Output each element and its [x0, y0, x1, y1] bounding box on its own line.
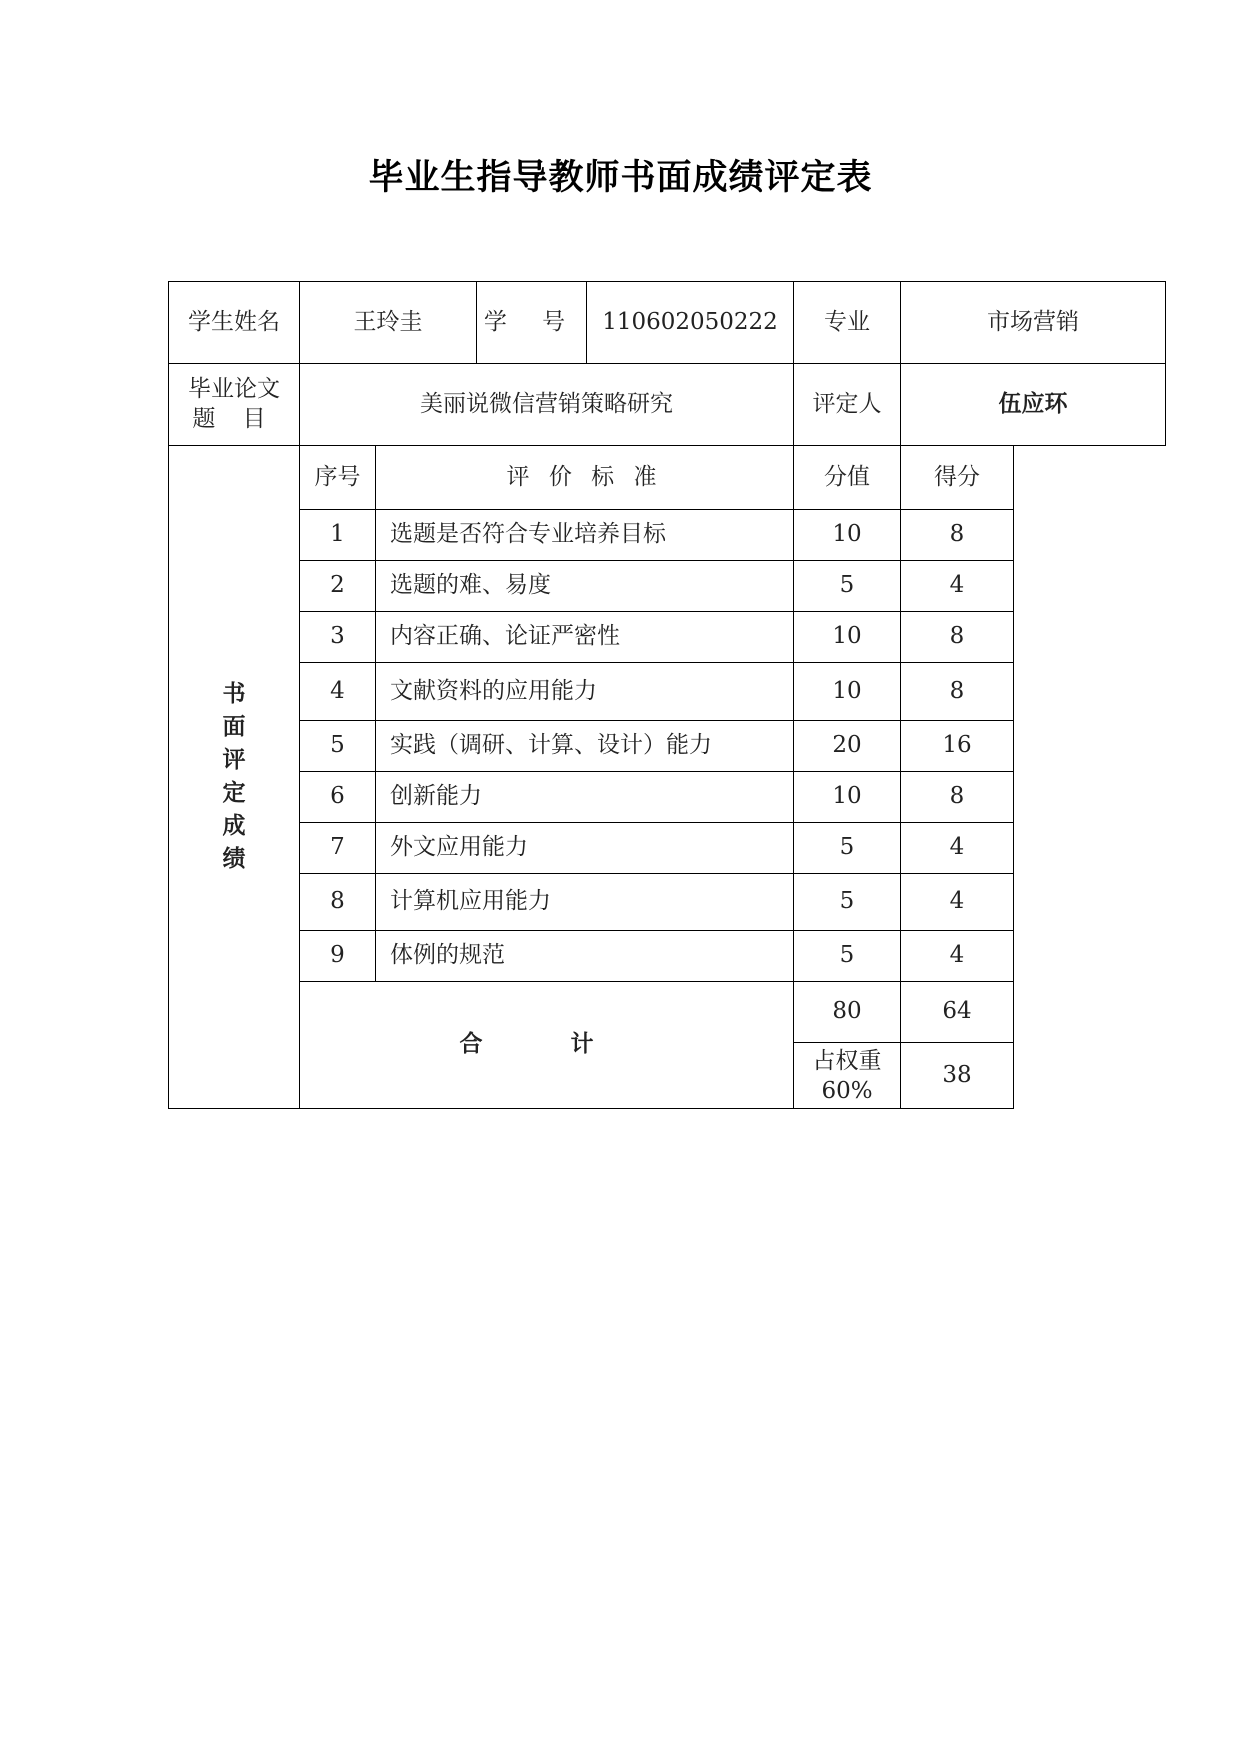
thesis-label-line1: 毕业论文 [188, 375, 280, 402]
header-score: 得分 [901, 446, 1014, 510]
page-title: 毕业生指导教师书面成绩评定表 [368, 158, 873, 198]
weight-label-line1: 占权重 [812, 1047, 882, 1074]
row-seq: 5 [300, 721, 376, 772]
total-score: 64 [901, 982, 1014, 1043]
student-name: 王玲圭 [300, 282, 477, 364]
row-seq: 6 [300, 772, 376, 823]
total-max: 80 [794, 982, 901, 1043]
row-seq: 2 [300, 561, 376, 612]
table-row [169, 823, 1166, 874]
header-max: 分值 [794, 446, 901, 510]
section-label [169, 446, 300, 1109]
row-score: 4 [901, 874, 1014, 931]
thesis-label-line2: 题 目 [192, 405, 276, 432]
thesis-label [169, 364, 300, 446]
row-criteria: 内容正确、论证严密性 [376, 612, 794, 663]
table-row [169, 931, 1166, 982]
row-score: 8 [901, 772, 1014, 823]
thesis-title: 美丽说微信营销策略研究 [300, 364, 794, 446]
row-max: 10 [794, 612, 901, 663]
section-char: 定 [222, 780, 246, 806]
header-seq: 序号 [300, 446, 376, 510]
name-label: 学生姓名 [169, 282, 300, 364]
row-criteria: 计算机应用能力 [376, 874, 794, 931]
total-row [169, 982, 1166, 1043]
evaluator-label: 评定人 [794, 364, 901, 446]
weight-label [794, 1043, 901, 1109]
header-criteria: 评 价 标 准 [376, 446, 794, 510]
total-label: 合 计 [300, 982, 794, 1109]
row-criteria: 选题是否符合专业培养目标 [376, 510, 794, 561]
row-max: 5 [794, 931, 901, 982]
row-score: 16 [901, 721, 1014, 772]
major-label: 专业 [794, 282, 901, 364]
row-max: 10 [794, 772, 901, 823]
row-criteria: 创新能力 [376, 772, 794, 823]
row-criteria: 文献资料的应用能力 [376, 663, 794, 721]
criteria-header-row [169, 446, 1166, 510]
row-criteria: 外文应用能力 [376, 823, 794, 874]
table-row [169, 561, 1166, 612]
table-row [169, 510, 1166, 561]
section-char: 面 [222, 714, 246, 740]
student-id: 110602050222 [587, 282, 794, 364]
row-seq: 1 [300, 510, 376, 561]
table-row [169, 721, 1166, 772]
student-id-label: 学 号 [477, 282, 587, 364]
evaluator-name: 伍应环 [901, 364, 1166, 446]
row-max: 5 [794, 561, 901, 612]
row-score: 8 [901, 510, 1014, 561]
evaluation-form-table [168, 281, 1166, 1109]
row-score: 4 [901, 823, 1014, 874]
row-max: 5 [794, 874, 901, 931]
row-criteria: 实践（调研、计算、设计）能力 [376, 721, 794, 772]
row-seq: 9 [300, 931, 376, 982]
row-max: 20 [794, 721, 901, 772]
row-max: 10 [794, 663, 901, 721]
row-seq: 3 [300, 612, 376, 663]
row-max: 5 [794, 823, 901, 874]
row-criteria: 体例的规范 [376, 931, 794, 982]
row-criteria: 选题的难、易度 [376, 561, 794, 612]
table-row [169, 772, 1166, 823]
row-score: 8 [901, 612, 1014, 663]
table-row [169, 663, 1166, 721]
row-seq: 4 [300, 663, 376, 721]
weight-label-line2: 60% [821, 1077, 873, 1104]
row-score: 8 [901, 663, 1014, 721]
table-row [169, 874, 1166, 931]
row-max: 10 [794, 510, 901, 561]
major-value: 市场营销 [901, 282, 1166, 364]
weighted-score: 38 [901, 1043, 1014, 1109]
thesis-row [169, 364, 1166, 446]
section-char: 成 [222, 813, 246, 839]
row-seq: 8 [300, 874, 376, 931]
section-char: 评 [222, 747, 246, 773]
table-row [169, 612, 1166, 663]
row-score: 4 [901, 561, 1014, 612]
row-seq: 7 [300, 823, 376, 874]
student-info-row [169, 282, 1166, 364]
section-char: 书 [222, 681, 246, 707]
section-char: 绩 [222, 846, 246, 872]
row-score: 4 [901, 931, 1014, 982]
